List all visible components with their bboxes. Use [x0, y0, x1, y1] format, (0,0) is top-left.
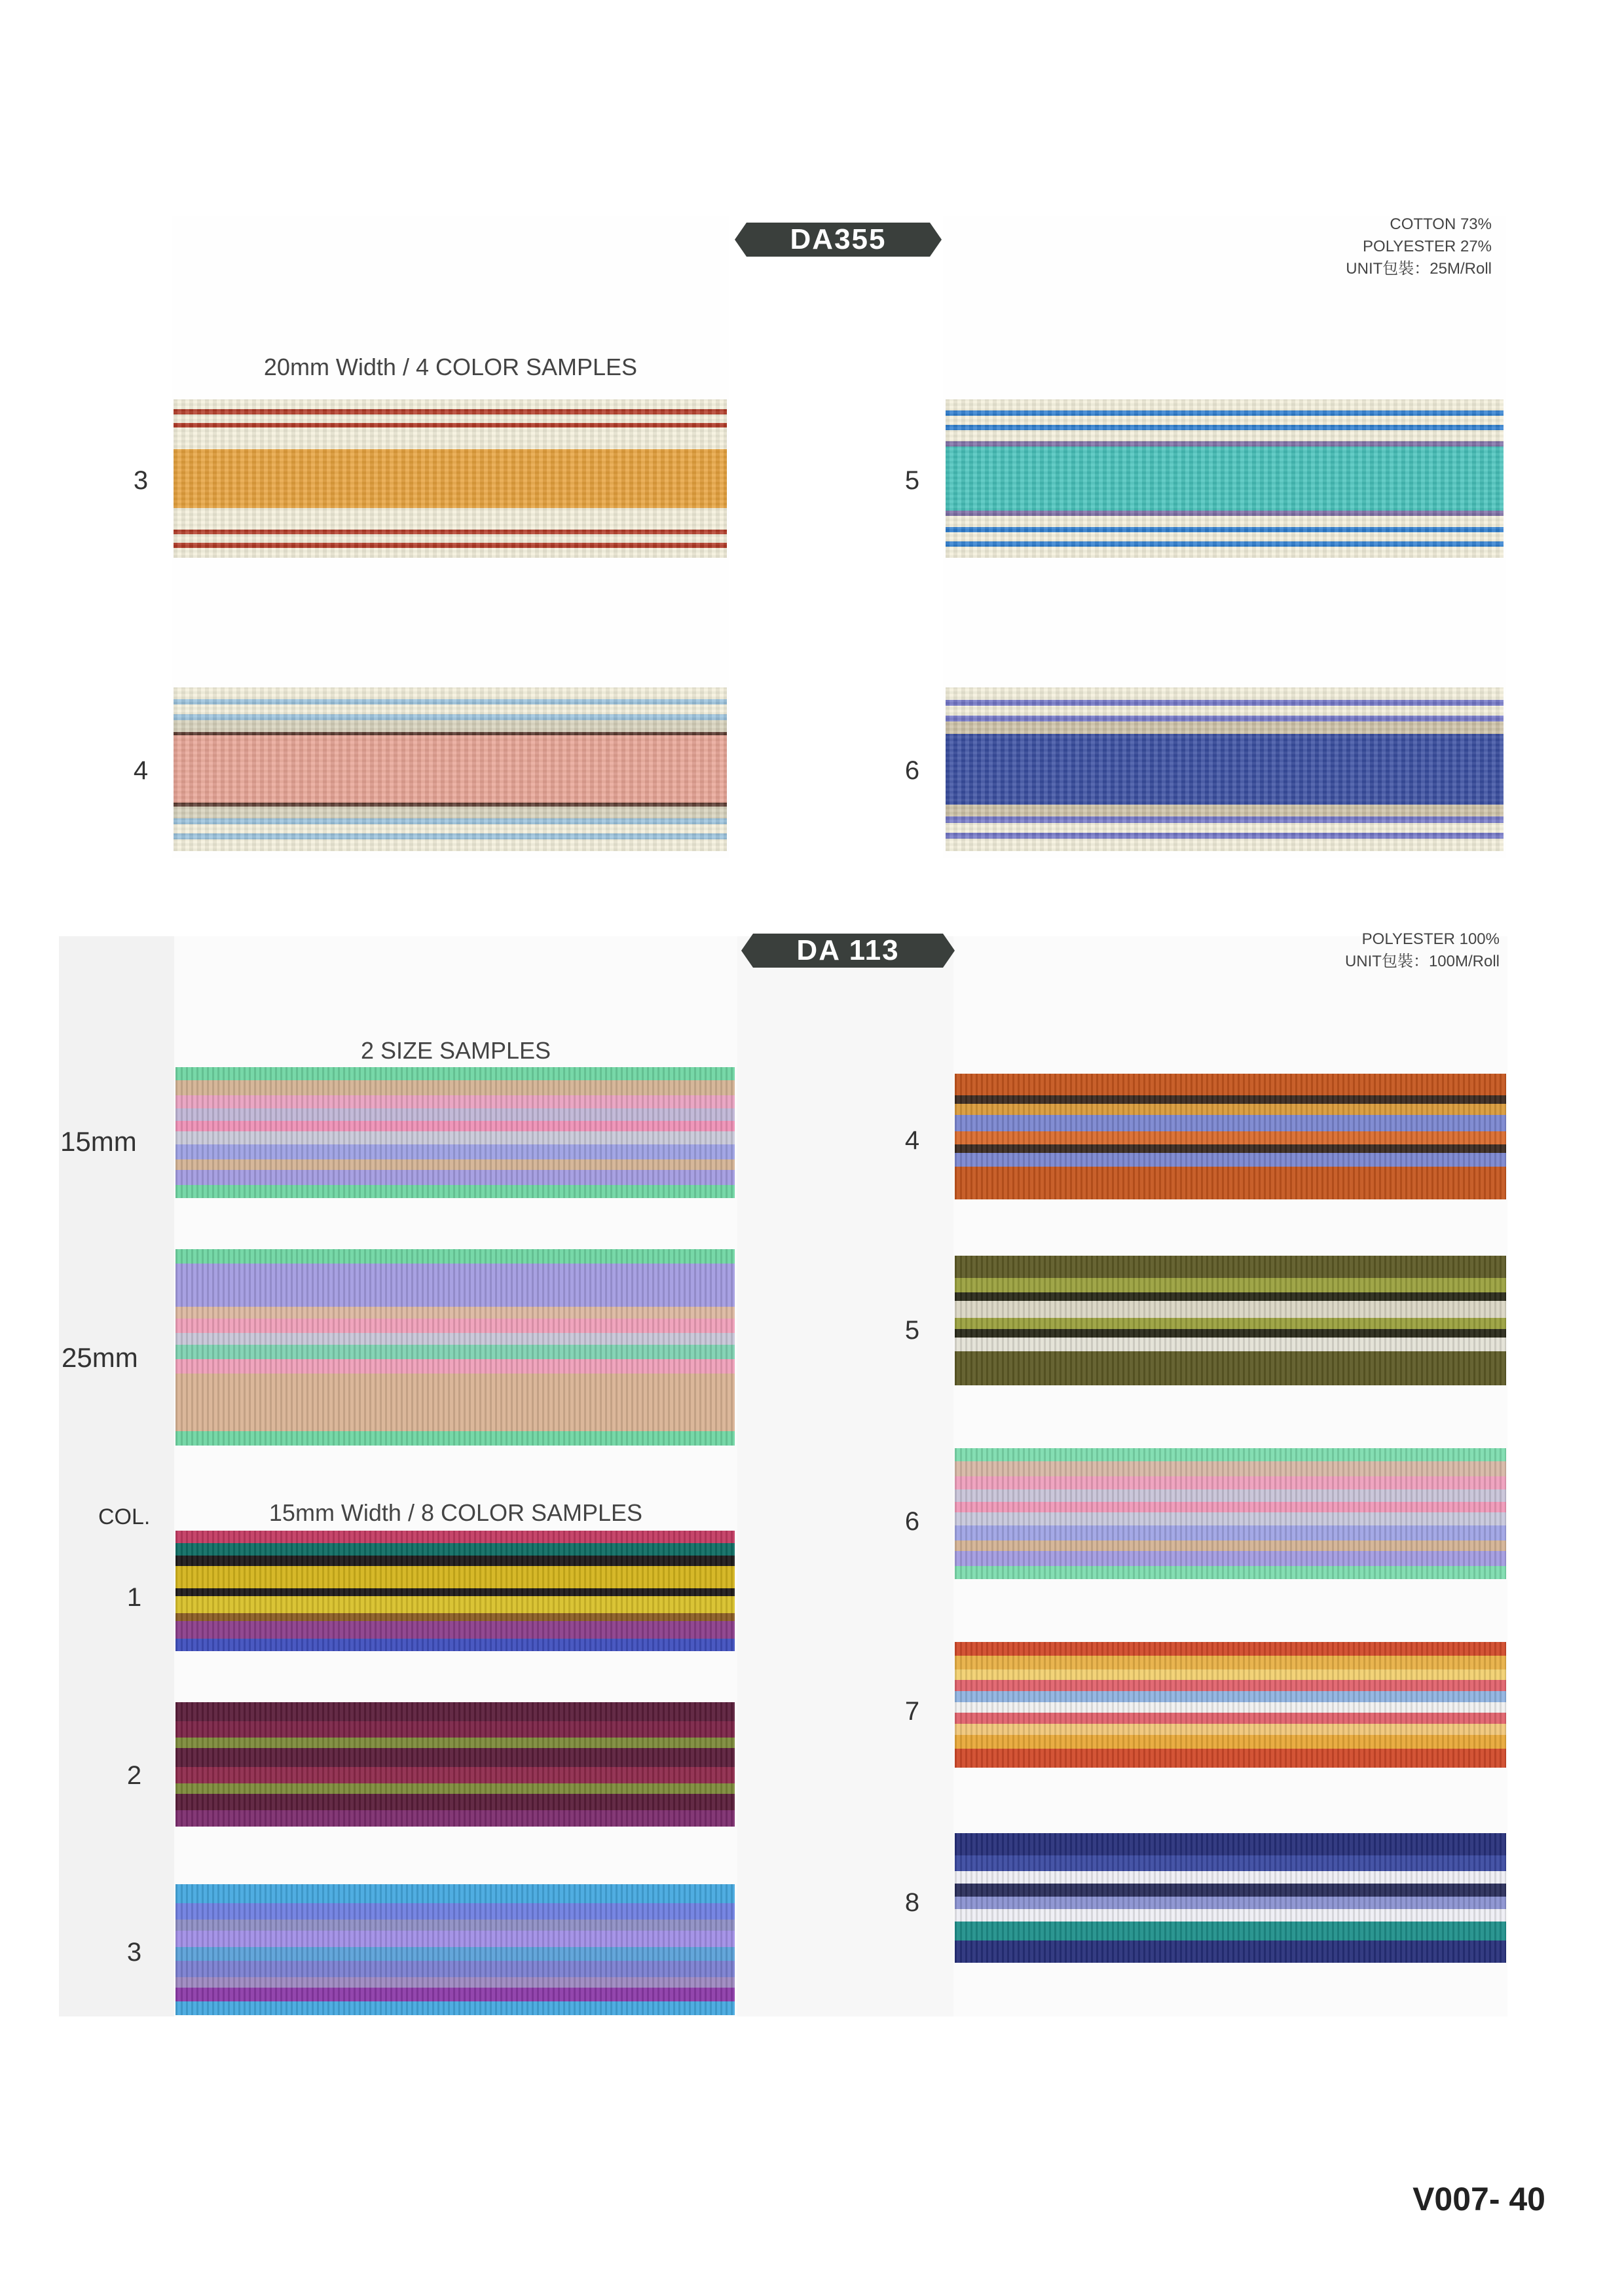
ribbon-da113-col-3: [175, 1884, 735, 2015]
col-number-5: 5: [904, 1316, 920, 1345]
ribbon-texture: [175, 1702, 735, 1827]
sample-number-3: 3: [133, 466, 149, 495]
ribbon-texture: [946, 687, 1504, 851]
spec-line: POLYESTER 27%: [1363, 238, 1492, 255]
col-number-2: 2: [126, 1761, 142, 1790]
ribbon-da113-col-6: [955, 1448, 1506, 1579]
size-label-15mm: 15mm: [60, 1126, 137, 1157]
ribbon-da355-3: [174, 399, 727, 558]
ribbon-da113-col-2: [175, 1702, 735, 1827]
ribbon-texture: [174, 399, 727, 558]
spec-block-bottom: [1107, 928, 1500, 973]
bottom-center-gutter: [737, 936, 953, 2016]
caption-top-width: 20mm Width / 4 COLOR SAMPLES: [263, 354, 638, 380]
ribbon-texture: [175, 1531, 735, 1651]
caption-size-samples: 2 SIZE SAMPLES: [360, 1037, 551, 1064]
sample-number-5: 5: [904, 466, 920, 495]
ribbon-texture: [175, 1884, 735, 2015]
ribbon-da355-5: [946, 399, 1504, 558]
col-number-4: 4: [904, 1126, 920, 1155]
ribbon-texture: [174, 687, 727, 851]
col-number-3: 3: [126, 1938, 142, 1967]
code-badge-da113: DA 113: [753, 934, 943, 968]
col-number-8: 8: [904, 1888, 920, 1917]
col-label: COL.: [98, 1504, 151, 1529]
ribbon-texture: [955, 1448, 1506, 1579]
ribbon-texture: [946, 399, 1504, 558]
ribbon-texture: [175, 1249, 735, 1446]
bottom-left-gutter: [59, 936, 174, 2016]
sample-number-4: 4: [133, 756, 149, 785]
spec-line: COTTON 73%: [1390, 215, 1492, 233]
spec-line: UNIT包裝：25M/Roll: [1346, 260, 1492, 278]
ribbon-da113-col-4: [955, 1074, 1506, 1199]
col-number-6: 6: [904, 1507, 920, 1536]
ribbon-texture: [175, 1067, 735, 1198]
col-number-1: 1: [126, 1583, 142, 1612]
ribbon-da113-col-8: [955, 1833, 1506, 1963]
col-number-7: 7: [904, 1697, 920, 1726]
ribbon-da113-col-5: [955, 1256, 1506, 1385]
ribbon-da113-25mm: [175, 1249, 735, 1446]
ribbon-texture: [955, 1256, 1506, 1385]
ribbon-texture: [955, 1833, 1506, 1963]
ribbon-texture: [955, 1642, 1506, 1768]
size-label-25mm: 25mm: [62, 1342, 138, 1373]
spec-line: POLYESTER 100%: [1361, 930, 1500, 948]
ribbon-da355-4: [174, 687, 727, 851]
ribbon-da113-15mm: [175, 1067, 735, 1198]
ribbon-texture: [955, 1074, 1506, 1199]
page-code: V007- 40: [1412, 2181, 1545, 2217]
spec-line: UNIT包裝：100M/Roll: [1344, 953, 1500, 970]
ribbon-da355-6: [946, 687, 1504, 851]
code-badge-da355: DA355: [747, 223, 930, 257]
caption-color-samples: 15mm Width / 8 COLOR SAMPLES: [268, 1499, 643, 1526]
sample-number-6: 6: [904, 756, 920, 785]
ribbon-da113-col-1: [175, 1531, 735, 1651]
ribbon-da113-col-7: [955, 1642, 1506, 1768]
spec-block-top: [1099, 213, 1492, 280]
